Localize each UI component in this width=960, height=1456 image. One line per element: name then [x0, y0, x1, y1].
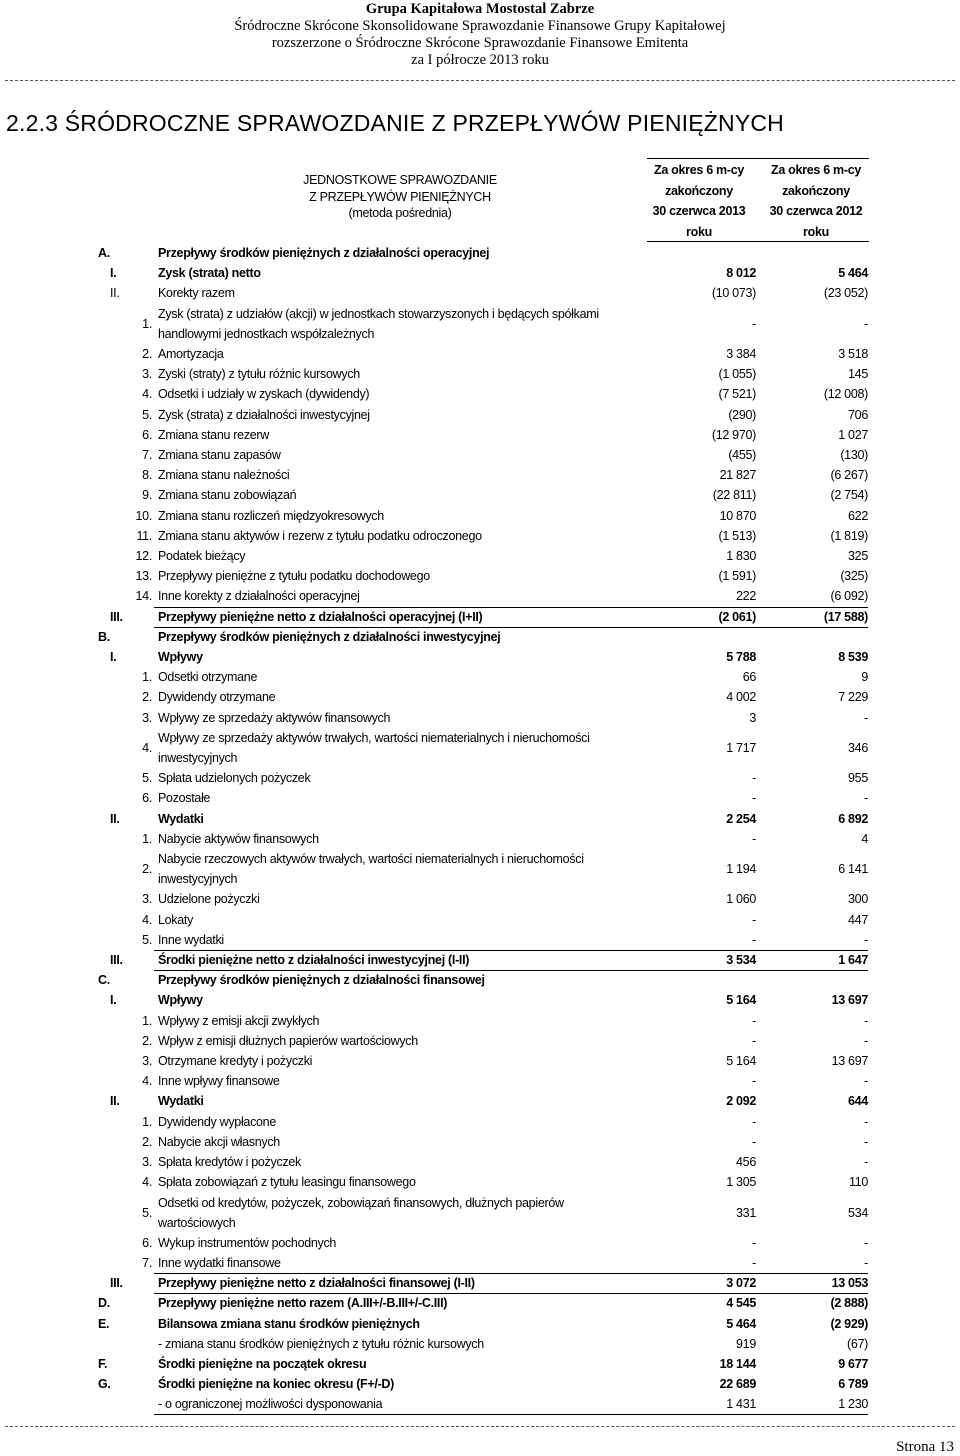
row-label: Środki pieniężne na koniec okresu (F+/-D)	[158, 1377, 395, 1392]
table-row	[0, 465, 960, 485]
table-row	[0, 970, 960, 990]
value-2012: 9	[861, 670, 868, 685]
table-row	[0, 445, 960, 465]
value-2012: 346	[848, 740, 868, 755]
row-number: II.	[110, 811, 120, 826]
table-row	[0, 1051, 960, 1071]
value-2013: 5 788	[726, 650, 756, 665]
value-2013: 456	[736, 1155, 756, 1170]
table-row	[0, 243, 960, 263]
row-label: Inne wydatki finansowe	[158, 1256, 281, 1271]
value-2012: -	[864, 1114, 868, 1129]
value-2012: 1 027	[838, 427, 868, 442]
table-row	[0, 829, 960, 849]
row-number: 7.	[142, 1256, 152, 1271]
row-label: Wpływ z emisji dłużnych papierów wartościowych	[158, 1033, 418, 1048]
statement-title-line-3: (metoda pośrednia)	[348, 206, 452, 220]
value-2012: -	[864, 316, 868, 331]
row-number: 1.	[142, 831, 152, 846]
row-label: Przepływy pieniężne netto z działalności finansowej (I-II)	[158, 1276, 475, 1291]
value-2013: -	[752, 1235, 756, 1250]
table-row	[0, 1132, 960, 1152]
value-2013: -	[752, 1134, 756, 1149]
row-number: 2.	[142, 862, 152, 877]
row-number: 4.	[142, 740, 152, 755]
value-2013: -	[752, 791, 756, 806]
value-2012: 6 789	[838, 1377, 868, 1392]
row-label: Przepływy środków pieniężnych z działalności operacyjnej	[158, 246, 490, 261]
section-title: 2.2.3 ŚRÓDROCZNE SPRAWOZDANIE Z PRZEPŁYWÓW PIENIĘŻNYCH	[6, 110, 784, 136]
row-label: Nabycie aktywów finansowych	[158, 831, 319, 846]
column-header-line: Za okres 6 m-cy	[654, 163, 744, 177]
value-2012: (2 929)	[830, 1316, 868, 1331]
table-row	[0, 768, 960, 788]
value-2013: 5 464	[726, 1316, 756, 1331]
value-2012: 9 677	[838, 1357, 868, 1372]
value-2012: (325)	[840, 569, 868, 584]
row-label: Zmiana stanu zobowiązań	[158, 488, 297, 503]
row-label: Zysk (strata) z działalności inwestycyjnej	[158, 407, 370, 422]
value-2012: -	[864, 1074, 868, 1089]
value-2013: (12 970)	[711, 427, 756, 442]
row-number: II.	[110, 1094, 120, 1109]
subtotal-rule	[154, 607, 868, 608]
value-2013: 2 254	[726, 811, 756, 826]
footer-divider	[5, 1426, 955, 1427]
row-label: Spłata udzielonych pożyczek	[158, 771, 311, 786]
column-header-line: zakończony	[782, 183, 850, 198]
row-number: 6.	[142, 1235, 152, 1250]
table-row	[0, 384, 960, 404]
table-row	[0, 910, 960, 930]
value-2012: 325	[848, 549, 868, 564]
header-company: Grupa Kapitałowa Mostostal Zabrze	[365, 1, 595, 17]
row-number: 5.	[142, 771, 152, 786]
table-row	[0, 607, 960, 627]
row-number: 13.	[135, 569, 152, 584]
value-2013: (22 811)	[712, 488, 756, 503]
value-2012: 13 697	[831, 993, 868, 1008]
subtotal-rule	[154, 1273, 868, 1274]
row-label: Bilansowa zmiana stanu środków pieniężnych	[158, 1316, 420, 1331]
value-2012: -	[864, 1256, 868, 1271]
row-label: Zysk (strata) z udziałów (akcji) w jednostkach stowarzyszonych i będących spółkami handlowymi jednostkach współzależnych	[158, 306, 599, 341]
value-2013: 22 689	[719, 1377, 756, 1392]
table-row	[0, 708, 960, 728]
column-header-line: 30 czerwca 2013	[652, 204, 746, 218]
row-label: Wydatki	[158, 1094, 204, 1109]
value-2012: 534	[848, 1205, 868, 1220]
header-line-2: Śródroczne Skrócone Skonsolidowane Sprawozdanie Finansowe Grupy Kapitałowej	[234, 18, 726, 34]
table-row	[0, 586, 960, 606]
value-2013: 1 830	[726, 549, 756, 564]
table-row	[0, 1233, 960, 1253]
row-label: - o ograniczonej możliwości dysponowania	[158, 1397, 383, 1412]
value-2012: 706	[848, 407, 868, 422]
row-number: 1.	[142, 1114, 152, 1129]
row-label: Nabycie rzeczowych aktywów trwałych, wartości niematerialnych i nieruchomości inwestycyjnych	[158, 852, 584, 887]
row-label: Inne wydatki	[158, 932, 224, 947]
row-number: 2.	[142, 347, 152, 362]
row-label: Wpływy ze sprzedaży aktywów trwałych, wartości niematerialnych i nieruchomości inwestycyjnych	[158, 730, 590, 765]
statement-title-line-2: Z PRZEPŁYWÓW PIENIĘŻNYCH	[309, 189, 491, 204]
table-row	[0, 687, 960, 707]
column-header-line: roku	[803, 224, 829, 239]
value-2013: 3 072	[726, 1276, 756, 1291]
value-2013: 919	[736, 1336, 756, 1351]
row-label: Dywidendy wypłacone	[158, 1114, 276, 1129]
row-number: 2.	[142, 1134, 152, 1149]
header-line-3: rozszerzone o Śródroczne Skrócone Sprawozdanie Finansowe Emitenta	[271, 35, 689, 51]
value-2013: 4 002	[726, 690, 756, 705]
value-2012: 300	[848, 892, 868, 907]
row-label: Spłata zobowiązań z tytułu leasingu finansowego	[158, 1175, 416, 1190]
row-number: E.	[98, 1316, 110, 1331]
row-number: 5.	[142, 932, 152, 947]
row-label: Środki pieniężne na początek okresu	[158, 1357, 367, 1372]
row-number: 4.	[142, 912, 152, 927]
row-label: Inne wpływy finansowe	[158, 1074, 280, 1089]
value-2013: (455)	[728, 448, 756, 463]
value-2012: 5 464	[838, 266, 868, 281]
row-number: 5.	[142, 407, 152, 422]
row-number: II.	[110, 286, 120, 301]
value-2012: 110	[848, 1175, 868, 1190]
table-row	[0, 990, 960, 1010]
row-label: Dywidendy otrzymane	[158, 690, 276, 705]
value-2013: 3 384	[726, 347, 756, 362]
value-2012: -	[864, 932, 868, 947]
header-line-4: za I półrocze 2013 roku	[411, 52, 549, 68]
table-row	[0, 1152, 960, 1172]
table-row	[0, 546, 960, 566]
row-label: Lokaty	[158, 912, 194, 927]
table-row	[0, 566, 960, 586]
table-row	[0, 1374, 960, 1394]
row-number: III.	[110, 1276, 123, 1291]
row-number: 3.	[142, 710, 152, 725]
row-label: Pozostałe	[158, 791, 211, 806]
row-number: 1.	[142, 316, 152, 331]
row-number: 4.	[142, 387, 152, 402]
row-label: Spłata kredytów i pożyczek	[158, 1155, 301, 1170]
value-2013: -	[752, 1074, 756, 1089]
value-2013: 8 012	[726, 266, 756, 281]
value-2012: -	[864, 1033, 868, 1048]
value-2013: -	[752, 831, 756, 846]
value-2013: -	[752, 912, 756, 927]
row-number: I.	[110, 993, 117, 1008]
row-label: Odsetki otrzymane	[158, 670, 258, 685]
row-label: - zmiana stanu środków pieniężnych z tytułu różnic kursowych	[158, 1336, 484, 1351]
row-number: 8.	[142, 468, 152, 483]
row-number: 3.	[142, 892, 152, 907]
value-2012: (12 008)	[823, 387, 868, 402]
value-2012: -	[864, 1134, 868, 1149]
row-number: 3.	[142, 367, 152, 382]
value-2012: 13 697	[831, 1054, 868, 1069]
row-number: I.	[110, 650, 117, 665]
row-label: Zmiana stanu aktywów i rezerw z tytułu podatku odroczonego	[158, 528, 482, 543]
value-2012: -	[864, 1235, 868, 1250]
row-label: Wykup instrumentów pochodnych	[158, 1235, 337, 1250]
table-row	[0, 485, 960, 505]
row-label: Środki pieniężne netto z działalności inwestycyjnej (I-II)	[158, 953, 470, 968]
value-2013: -	[752, 932, 756, 947]
page-number: Strona 13	[896, 1439, 954, 1455]
value-2013: 5 164	[726, 993, 756, 1008]
column-header-line: zakończony	[665, 183, 733, 198]
value-2012: (6 267)	[830, 468, 868, 483]
value-2013: 3 534	[726, 953, 756, 968]
value-2012: 3 518	[838, 347, 868, 362]
value-2012: (1 819)	[830, 528, 868, 543]
column-header-line: 30 czerwca 2012	[769, 204, 863, 218]
value-2012: (67)	[846, 1336, 868, 1351]
row-label: Przepływy pieniężne z tytułu podatku dochodowego	[158, 569, 430, 584]
table-row	[0, 1253, 960, 1273]
value-2012: 6 141	[838, 862, 868, 877]
table-row	[0, 1192, 960, 1232]
value-2013: -	[752, 1256, 756, 1271]
row-label: Zmiana stanu należności	[158, 468, 290, 483]
value-2013: 5 164	[726, 1054, 756, 1069]
table-row	[0, 405, 960, 425]
table-row	[0, 526, 960, 546]
table-row	[0, 647, 960, 667]
value-2012: 644	[848, 1094, 868, 1109]
value-2012: (17 588)	[823, 609, 868, 624]
table-row	[0, 1091, 960, 1111]
row-label: Odsetki i udziały w zyskach (dywidendy)	[158, 387, 370, 402]
value-2013: 1 431	[726, 1397, 756, 1412]
row-label: Zmiana stanu rozliczeń międzyokresowych	[158, 508, 384, 523]
table-row	[0, 1354, 960, 1374]
row-label: Inne korekty z działalności operacyjnej	[158, 589, 360, 604]
row-label: Przepływy środków pieniężnych z działalności inwestycyjnej	[158, 629, 501, 644]
table-bottom-rule	[154, 1414, 868, 1415]
value-2012: -	[864, 1155, 868, 1170]
row-number: B.	[98, 629, 110, 644]
value-2013: 2 092	[726, 1094, 756, 1109]
value-2013: (10 073)	[711, 286, 756, 301]
value-2012: (2 754)	[830, 488, 868, 503]
row-number: I.	[110, 266, 117, 281]
row-number: III.	[110, 953, 123, 968]
value-2012: 447	[848, 912, 868, 927]
row-number: 1.	[142, 670, 152, 685]
row-number: III.	[110, 609, 123, 624]
value-2012: 8 539	[838, 650, 868, 665]
row-number: F.	[98, 1357, 108, 1372]
value-2013: -	[752, 316, 756, 331]
value-2012: (2 888)	[830, 1296, 868, 1311]
value-2013: -	[752, 771, 756, 786]
value-2012: 6 892	[838, 811, 868, 826]
value-2012: (23 052)	[823, 286, 868, 301]
row-number: 4.	[142, 1175, 152, 1190]
row-label: Zyski (straty) z tytułu różnic kursowych	[158, 367, 360, 382]
value-2013: (1 055)	[718, 367, 756, 382]
table-row	[0, 263, 960, 283]
row-label: Udzielone pożyczki	[158, 892, 260, 907]
value-2013: -	[752, 1033, 756, 1048]
value-2012: -	[864, 710, 868, 725]
value-2013: 331	[736, 1205, 756, 1220]
row-number: 3.	[142, 1054, 152, 1069]
row-number: 6.	[142, 427, 152, 442]
row-label: Przepływy pieniężne netto z działalności operacyjnej (I+II)	[158, 609, 483, 624]
value-2013: (1 591)	[718, 569, 756, 584]
table-row	[0, 304, 960, 344]
row-number: 3.	[142, 1155, 152, 1170]
row-number: 5.	[142, 1205, 152, 1220]
value-2013: -	[752, 1013, 756, 1028]
value-2013: 21 827	[719, 468, 756, 483]
table-row	[0, 788, 960, 808]
table-row	[0, 627, 960, 647]
row-label: Odsetki od kredytów, pożyczek, zobowiązań finansowych, dłużnych papierów wartościowych	[158, 1195, 564, 1230]
row-number: 14.	[135, 589, 152, 604]
row-number: 2.	[142, 1033, 152, 1048]
row-label: Przepływy środków pieniężnych z działalności finansowej	[158, 973, 485, 988]
table-row	[0, 344, 960, 364]
value-2013: (2 061)	[718, 609, 756, 624]
value-2012: 1 230	[838, 1397, 868, 1412]
table-row	[0, 1071, 960, 1091]
row-number: 2.	[142, 690, 152, 705]
table-row	[0, 364, 960, 384]
row-number: C.	[98, 973, 110, 988]
table-row	[0, 930, 960, 950]
table-row	[0, 425, 960, 445]
table-row	[0, 1112, 960, 1132]
value-2012: -	[864, 1013, 868, 1028]
row-label: Otrzymane kredyty i pożyczki	[158, 1054, 313, 1069]
value-2012: 145	[848, 367, 868, 382]
value-2012: 622	[848, 508, 868, 523]
table-row	[0, 1011, 960, 1031]
value-2012: 955	[848, 771, 868, 786]
row-number: 9.	[142, 488, 152, 503]
row-label: Wpływy ze sprzedaży aktywów finansowych	[158, 710, 391, 725]
row-label: Zmiana stanu zapasów	[158, 448, 281, 463]
row-label: Podatek bieżący	[158, 549, 246, 564]
value-2013: (290)	[728, 407, 756, 422]
row-label: Przepływy pieniężne netto razem (A.III+/-B.III+/-C.III)	[158, 1296, 448, 1311]
row-number: A.	[98, 246, 110, 261]
table-row	[0, 1172, 960, 1192]
row-label: Wydatki	[158, 811, 204, 826]
row-number: G.	[98, 1377, 111, 1392]
row-label: Zysk (strata) netto	[158, 266, 261, 281]
table-row	[0, 1273, 960, 1293]
row-number: 10.	[135, 508, 152, 523]
value-2013: 222	[736, 589, 756, 604]
value-2012: 13 053	[831, 1276, 868, 1291]
table-row	[0, 889, 960, 909]
row-number: 7.	[142, 448, 152, 463]
table-row	[0, 728, 960, 768]
row-number: D.	[98, 1296, 110, 1311]
column-header-line: roku	[686, 224, 712, 239]
row-label: Zmiana stanu rezerw	[158, 427, 270, 442]
value-2012: (130)	[840, 448, 868, 463]
value-2013: (7 521)	[718, 387, 756, 402]
row-label: Nabycie akcji własnych	[158, 1134, 280, 1149]
row-number: 6.	[142, 791, 152, 806]
row-number: 11.	[136, 528, 152, 543]
row-label: Wpływy z emisji akcji zwykłych	[158, 1013, 320, 1028]
row-number: 4.	[142, 1074, 152, 1089]
statement-title-line-1: JEDNOSTKOWE SPRAWOZDANIE	[303, 173, 497, 187]
row-number: 12.	[135, 549, 152, 564]
value-2013: 4 545	[726, 1296, 756, 1311]
value-2013: 1 194	[726, 862, 756, 877]
row-label: Korekty razem	[158, 286, 235, 301]
value-2013: 3	[749, 710, 756, 725]
value-2012: 7 229	[838, 690, 868, 705]
table-row	[0, 1394, 960, 1414]
value-2012: 4	[861, 831, 868, 846]
table-row	[0, 1334, 960, 1354]
table-row	[0, 809, 960, 829]
row-label: Wpływy	[158, 993, 203, 1008]
row-number: 1.	[142, 1013, 152, 1028]
row-label: Amortyzacja	[158, 347, 224, 362]
row-label: Wpływy	[158, 650, 203, 665]
value-2013: 18 144	[719, 1357, 756, 1372]
subtotal-rule	[154, 950, 868, 951]
table-row	[0, 283, 960, 303]
table-row	[0, 1293, 960, 1313]
table-row	[0, 1031, 960, 1051]
value-2013: (1 513)	[718, 528, 756, 543]
value-2012: 1 647	[838, 953, 868, 968]
table-row	[0, 950, 960, 970]
table-row	[0, 1314, 960, 1334]
value-2013: -	[752, 1114, 756, 1129]
value-2012: -	[864, 791, 868, 806]
table-row	[0, 667, 960, 687]
column-header-line: Za okres 6 m-cy	[771, 163, 861, 177]
table-row	[0, 506, 960, 526]
value-2013: 66	[742, 670, 756, 685]
value-2013: 1 717	[726, 740, 756, 755]
value-2013: 1 060	[726, 892, 756, 907]
table-row	[0, 849, 960, 889]
value-2012: (6 092)	[830, 589, 868, 604]
value-2013: 10 870	[719, 508, 756, 523]
value-2013: 1 305	[726, 1175, 756, 1190]
